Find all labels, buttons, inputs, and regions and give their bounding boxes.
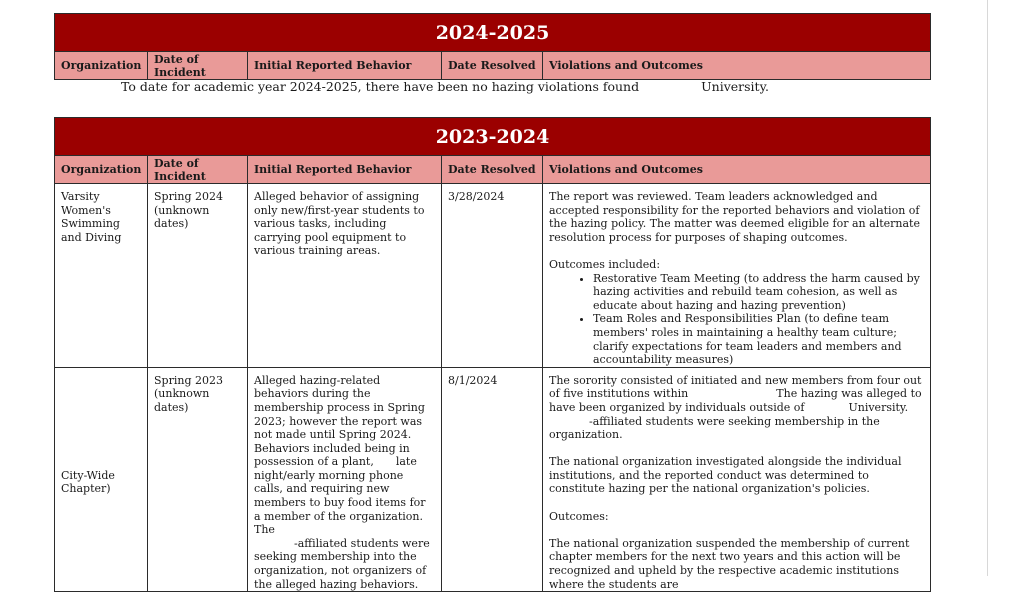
col-header-organization: Organization: [55, 156, 148, 184]
outcome-text-d: -affiliated students were seeking membership in the organization.: [549, 414, 880, 442]
note-text-part1: To date for academic year 2024-2025, there have been no hazing violations found: [121, 79, 640, 94]
list-item: • Team Roles and Responsibilities Plan (to define team members' roles in maintaining a healthy team culture; clarify expectations for team leaders and members and accountability measures): [593, 312, 924, 366]
outcome-text-b: The hazing was alleged to have been organized by individuals outside of: [549, 387, 922, 414]
cell-behavior: [248, 367, 442, 592]
outcome-paragraph: The report was reviewed. Team leaders acknowledged and accepted responsibility for the reported behaviors and violation of the hazing policy. The matter was deemed eligible for an alternate resolution process for purposes of shaping outcomes.: [549, 190, 920, 244]
cell-outcomes: [543, 367, 931, 592]
outcomes-included-label: Outcomes included:: [549, 257, 661, 271]
table-row: [55, 367, 931, 592]
outcome-paragraph: [549, 374, 924, 442]
col-header-organization: Organization: [55, 52, 148, 80]
col-header-date-incident: Date of Incident: [148, 52, 248, 80]
outcome-paragraph: The national organization suspended the membership of current chapter members for the next two years and this action will be recognized and upheld by the respective academic institutions where the students are: [549, 536, 910, 591]
year-banner-2023-2024: 2023-2024: [55, 118, 931, 156]
year-banner-row: [55, 14, 931, 52]
cell-behavior: Alleged behavior of assigning only new/first-year students to various tasks, including carrying pool equipment to various training areas.: [248, 184, 442, 368]
outcome-paragraph: The national organization investigated alongside the individual institutions, and the reported conduct was determined to constitute hazing per the national organization's policies.: [549, 455, 902, 496]
no-violations-note: [121, 79, 769, 94]
table-2024-2025: [54, 13, 931, 80]
note-text-part2: University.: [701, 79, 769, 94]
col-header-date-resolved: Date Resolved: [442, 52, 543, 80]
cell-date-resolved: 3/28/2024: [442, 184, 543, 368]
cell-outcomes: [543, 184, 931, 368]
cell-organization: Varsity Women's Swimming and Diving: [55, 184, 148, 368]
col-header-violations-outcomes: Violations and Outcomes: [543, 52, 931, 80]
outcome-text-a: The sorority consisted of initiated and new members from four out of five institutions within: [549, 373, 922, 401]
column-header-row: [55, 52, 931, 80]
cell-date-resolved: 8/1/2024: [442, 367, 543, 592]
outcome-text-c: University.: [848, 400, 909, 414]
col-header-date-incident: Date of Incident: [148, 156, 248, 184]
year-banner-2024-2025: 2024-2025: [55, 14, 931, 52]
table-2023-2024: [54, 117, 931, 592]
cell-organization: City-Wide Chapter): [55, 367, 148, 592]
behavior-text-a: Alleged hazing-related behaviors during the membership process in Spring 2023; however the report was not made until Spring 2024. Behaviors included being in possession of a plant,: [254, 373, 425, 469]
behavior-text-c: -affiliated students were seeking membership into the organization, not organizers of the alleged hazing behaviors.: [254, 536, 430, 591]
col-header-behavior: Initial Reported Behavior: [248, 156, 442, 184]
page-edge-divider: [987, 0, 988, 576]
table-row: [55, 184, 931, 368]
behavior-text-b: late night/early morning phone calls, and requiring new members to buy food items for a member of the organization. The: [254, 455, 426, 537]
column-header-row: [55, 156, 931, 184]
cell-date-incident: Spring 2023 (unknown dates): [148, 367, 248, 592]
col-header-date-resolved: Date Resolved: [442, 156, 543, 184]
outcomes-list: [549, 272, 924, 367]
col-header-violations-outcomes: Violations and Outcomes: [543, 156, 931, 184]
cell-date-incident: Spring 2024 (unknown dates): [148, 184, 248, 368]
col-header-behavior: Initial Reported Behavior: [248, 52, 442, 80]
outcomes-label: Outcomes:: [549, 509, 609, 523]
list-item: • Restorative Team Meeting (to address the harm caused by hazing activities and rebuild team cohesion, as well as educate about hazing and hazing prevention): [593, 272, 924, 313]
year-banner-row: [55, 118, 931, 156]
